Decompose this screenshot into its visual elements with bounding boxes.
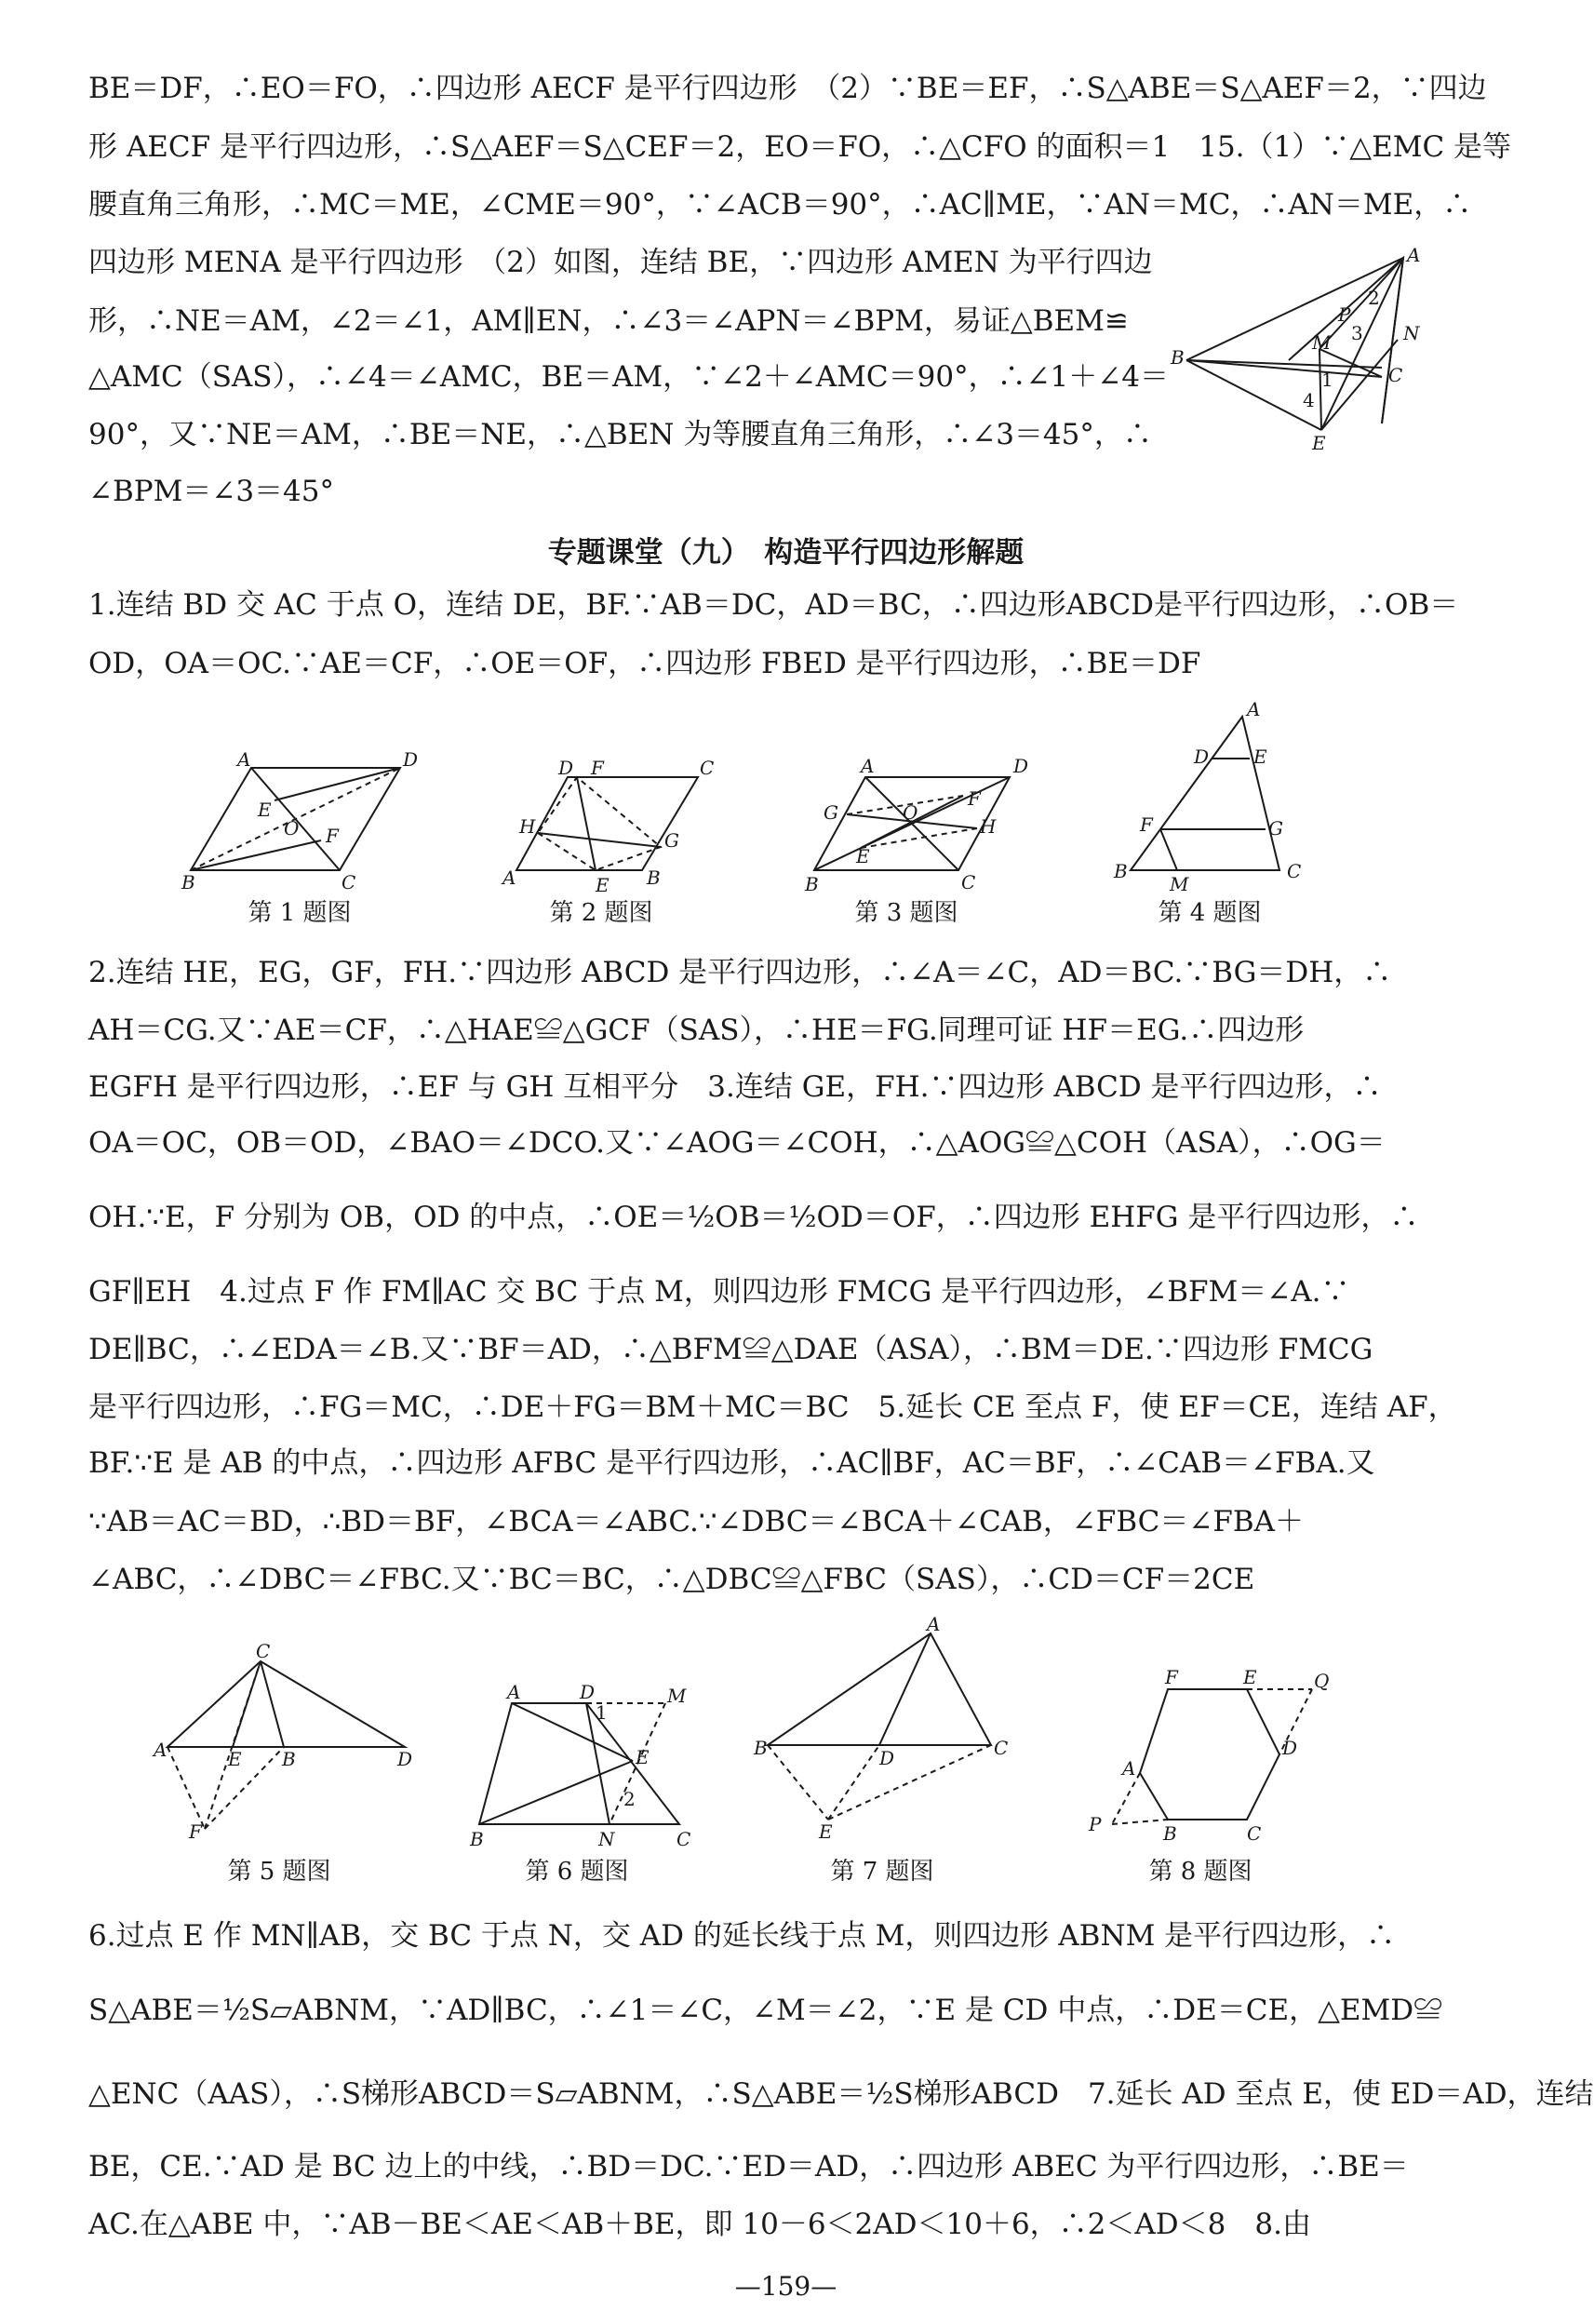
svg-text:E: E xyxy=(596,874,609,896)
text-line: 1.连结 BD 交 AC 于点 O，连结 DE，BF.∵AB＝DC，AD＝BC，∴四边形ABCD是平行四边形，∴OB＝ xyxy=(88,588,1459,622)
svg-text:E: E xyxy=(1253,746,1267,768)
text-line: AC.在△ABE 中，∵AB－BE＜AE＜AB＋BE，即 10－6＜2AD＜10＋6，∴2＜AD＜8 8.由 xyxy=(88,2208,1311,2241)
svg-text:B: B xyxy=(1171,346,1185,369)
figure-5 xyxy=(154,1640,423,1843)
svg-text:A: A xyxy=(507,1681,521,1703)
svg-text:D: D xyxy=(879,1747,895,1769)
text-line: AH＝CG.又∵AE＝CF，∴△HAE≌△GCF（SAS），∴HE＝FG.同理可证 HF＝EG.∴四边形 xyxy=(88,1014,1305,1047)
text-line: 腰直角三角形，∴MC＝ME，∠CME＝90°，∵∠ACB＝90°，∴AC∥ME，∵AN＝MC，∴AN＝ME，∴ xyxy=(88,188,1472,222)
svg-text:F: F xyxy=(1140,813,1153,836)
svg-text:D: D xyxy=(397,1748,413,1770)
text-line: BE，CE.∵AD 是 BC 边上的中线，∴BD＝DC.∵ED＝AD，∴四边形 ABEC 为平行四边形，∴BE＝ xyxy=(88,2150,1409,2183)
text-line: S△ABE＝½S▱ABNM，∵AD∥BC，∴∠1＝∠C，∠M＝∠2，∵E 是 CD 中点，∴DE＝CE，△EMD≌ xyxy=(88,1994,1443,2027)
svg-text:N: N xyxy=(1403,322,1420,344)
svg-text:D: D xyxy=(1013,755,1029,777)
svg-text:E: E xyxy=(258,799,272,821)
figure-caption: 第 1 题图 xyxy=(248,899,352,927)
svg-text:C: C xyxy=(994,1737,1009,1759)
svg-text:C: C xyxy=(1287,860,1302,882)
svg-text:G: G xyxy=(664,829,679,852)
figure-caption: 第 3 题图 xyxy=(854,899,958,927)
svg-text:B: B xyxy=(470,1828,484,1850)
svg-text:A: A xyxy=(1122,1757,1136,1780)
svg-text:B: B xyxy=(282,1748,296,1770)
svg-text:N: N xyxy=(598,1828,615,1850)
text-line: GF∥EH 4.过点 F 作 FM∥AC 交 BC 于点 M，则四边形 FMCG 是平行四边形，∠BFM＝∠A.∵ xyxy=(88,1275,1350,1309)
svg-text:C: C xyxy=(1247,1822,1262,1845)
svg-text:F: F xyxy=(326,825,339,847)
text-line: ∠BPM＝∠3＝45° xyxy=(88,475,334,508)
figure-caption: 第 4 题图 xyxy=(1158,899,1262,927)
svg-text:D: D xyxy=(1194,746,1210,768)
svg-text:C: C xyxy=(700,757,715,779)
svg-text:3: 3 xyxy=(1351,322,1363,344)
svg-text:M: M xyxy=(667,1685,687,1707)
svg-text:E: E xyxy=(1312,432,1326,454)
page-number: —159— xyxy=(734,2271,837,2302)
svg-text:A: A xyxy=(927,1613,941,1635)
svg-text:C: C xyxy=(676,1828,691,1850)
svg-text:B: B xyxy=(1163,1822,1177,1845)
svg-text:A: A xyxy=(861,755,875,777)
svg-text:C: C xyxy=(961,871,976,893)
svg-text:A: A xyxy=(237,748,251,771)
svg-text:H: H xyxy=(519,815,536,838)
svg-text:P: P xyxy=(1089,1813,1102,1835)
figure-15 xyxy=(1171,244,1424,464)
svg-text:D: D xyxy=(558,757,574,779)
svg-text:A: A xyxy=(154,1739,167,1761)
figure-1 xyxy=(181,749,423,902)
svg-text:E: E xyxy=(1243,1666,1257,1688)
svg-text:B: B xyxy=(181,871,195,893)
text-line: ∵AB＝AC＝BD，∴BD＝BF，∠BCA＝∠ABC.∵∠DBC＝∠BCA＋∠CAB，∠FBC＝∠FBA＋ xyxy=(88,1505,1305,1538)
svg-text:G: G xyxy=(824,801,838,824)
figure-4 xyxy=(1112,698,1317,895)
text-line: BE＝DF，∴EO＝FO，∴四边形 AECF 是平行四边形 （2）∵BE＝EF，∴S△ABE＝S△AEF＝2，∵四边 xyxy=(88,72,1487,105)
figure-3 xyxy=(805,755,1047,902)
figure-caption: 第 2 题图 xyxy=(549,899,653,927)
svg-text:C: C xyxy=(1388,364,1403,386)
text-line: DE∥BC，∴∠EDA＝∠B.又∵BF＝AD，∴△BFM≌△DAE（ASA），∴BM＝DE.∵四边形 FMCG xyxy=(88,1333,1373,1366)
svg-text:F: F xyxy=(1165,1666,1178,1688)
svg-text:F: F xyxy=(591,757,604,779)
text-line: 6.过点 E 作 MN∥AB，交 BC 于点 N，交 AD 的延长线于点 M，则四边形 ABNM 是平行四边形，∴ xyxy=(88,1919,1396,1953)
figure-7 xyxy=(754,1613,1024,1843)
svg-text:O: O xyxy=(284,817,300,840)
svg-text:B: B xyxy=(754,1737,768,1759)
svg-text:2: 2 xyxy=(623,1788,636,1810)
svg-text:B: B xyxy=(647,866,661,889)
svg-text:A: A xyxy=(1247,698,1261,720)
svg-text:1: 1 xyxy=(1321,369,1333,391)
svg-text:D: D xyxy=(403,748,419,771)
figure-6 xyxy=(470,1681,693,1850)
svg-text:F: F xyxy=(968,787,981,810)
svg-text:E: E xyxy=(856,845,870,867)
svg-text:4: 4 xyxy=(1303,389,1315,411)
svg-text:E: E xyxy=(636,1746,650,1768)
svg-text:C: C xyxy=(256,1640,271,1662)
svg-text:C: C xyxy=(342,871,356,893)
svg-text:1: 1 xyxy=(596,1701,608,1724)
figure-caption: 第 7 题图 xyxy=(830,1858,934,1886)
svg-text:B: B xyxy=(1114,860,1128,882)
svg-text:A: A xyxy=(1407,244,1421,266)
figure-8 xyxy=(1070,1666,1331,1845)
figure-2 xyxy=(502,757,726,897)
text-line: 四边形 MENA 是平行四边形 （2）如图，连结 BE，∵四边形 AMEN 为平行四边 xyxy=(88,246,1153,279)
text-line: △ENC（AAS），∴S梯形ABCD＝S▱ABNM，∴S△ABE＝½S梯形ABCD 7.延长 AD 至点 E，使 ED＝AD，连结 xyxy=(88,2077,1594,2111)
text-line: △AMC（SAS），∴∠4＝∠AMC，BE＝AM，∵∠2＋∠AMC＝90°，∴∠1＋∠4＝ xyxy=(88,360,1169,394)
svg-text:Q: Q xyxy=(1314,1670,1330,1692)
text-line: EGFH 是平行四边形，∴EF 与 GH 互相平分 3.连结 GE，FH.∵四边形 ABCD 是平行四边形，∴ xyxy=(88,1070,1382,1104)
figure-caption: 第 8 题图 xyxy=(1148,1858,1252,1886)
svg-text:E: E xyxy=(228,1748,242,1770)
svg-text:E: E xyxy=(819,1820,833,1843)
text-line: 形，∴NE＝AM，∠2＝∠1，AM∥EN，∴∠3＝∠APN＝∠BPM，易证△BEM≌ xyxy=(88,304,1129,338)
text-line: 90°，又∵NE＝AM，∴BE＝NE，∴△BEN 为等腰直角三角形，∴∠3＝45°，∴ xyxy=(88,418,1152,451)
text-line: OD，OA＝OC.∵AE＝CF，∴OE＝OF，∴四边形 FBED 是平行四边形，∴BE＝DF xyxy=(88,647,1201,680)
text-line: 形 AECF 是平行四边形，∴S△AEF＝S△CEF＝2，EO＝FO，∴△CFO 的面积＝1 15.（1）∵△EMC 是等 xyxy=(88,130,1512,164)
svg-text:M: M xyxy=(1312,331,1332,354)
figure-caption: 第 5 题图 xyxy=(227,1858,331,1886)
text-line: ∠ABC，∴∠DBC＝∠FBC.又∵BC＝BC，∴△DBC≌△FBC（SAS），∴CD＝CF＝2CE xyxy=(88,1563,1255,1596)
svg-text:D: D xyxy=(1282,1737,1298,1759)
svg-text:M: M xyxy=(1170,873,1189,895)
svg-text:F: F xyxy=(189,1820,202,1843)
svg-text:O: O xyxy=(903,801,918,824)
text-line: OA＝OC，OB＝OD，∠BAO＝∠DCO.又∵∠AOG＝∠COH，∴△AOG≌△COH（ASA），∴OG＝ xyxy=(88,1126,1386,1160)
text-line: 是平行四边形，∴FG＝MC，∴DE＋FG＝BM＋MC＝BC 5.延长 CE 至点 F，使 EF＝CE，连结 AF， xyxy=(88,1390,1457,1424)
svg-text:P: P xyxy=(1338,303,1351,326)
svg-text:B: B xyxy=(805,873,819,895)
text-line: OH.∵E，F 分别为 OB，OD 的中点，∴OE＝½OB＝½OD＝OF，∴四边形 EHFG 是平行四边形，∴ xyxy=(88,1201,1419,1234)
section-title: 专题课堂（九） 构造平行四边形解题 xyxy=(547,536,1025,570)
svg-text:H: H xyxy=(980,815,997,838)
text-line: BF.∵E 是 AB 的中点，∴四边形 AFBC 是平行四边形，∴AC∥BF，AC＝BF，∴∠CAB＝∠FBA.又 xyxy=(88,1446,1375,1480)
svg-text:D: D xyxy=(580,1681,596,1703)
svg-text:A: A xyxy=(502,866,516,889)
svg-text:2: 2 xyxy=(1368,287,1380,309)
svg-text:G: G xyxy=(1268,817,1283,840)
text-line: 2.连结 HE，EG，GF，FH.∵四边形 ABCD 是平行四边形，∴∠A＝∠C，AD＝BC.∵BG＝DH，∴ xyxy=(88,956,1392,989)
figure-caption: 第 6 题图 xyxy=(525,1858,629,1886)
